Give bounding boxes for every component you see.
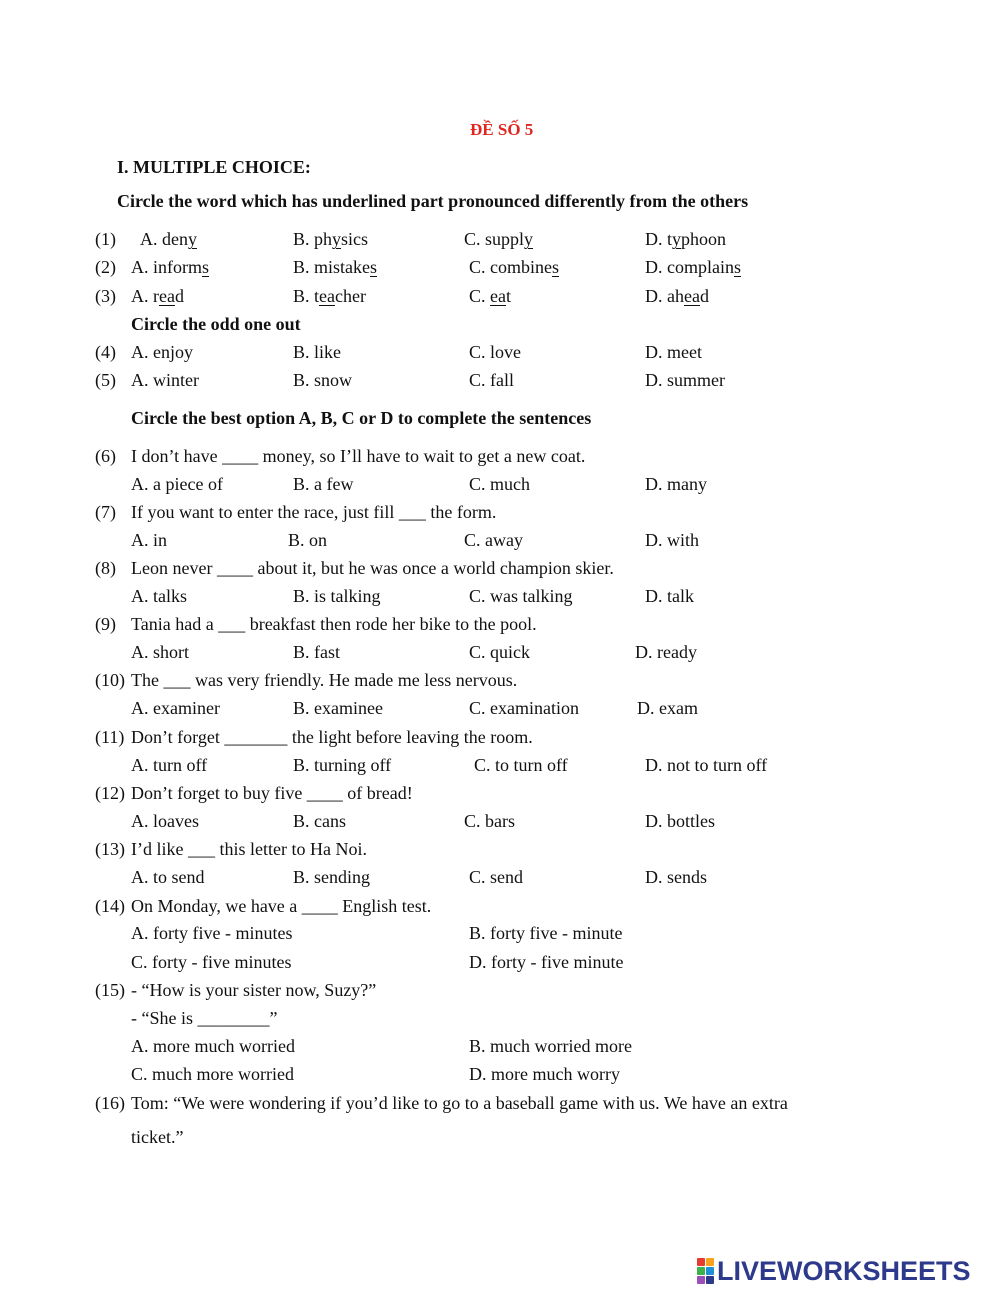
liveworksheets-logo	[697, 1256, 971, 1286]
option-b[interactable]: B. examinee	[293, 698, 383, 718]
underlined-part: y	[672, 229, 681, 249]
option-c[interactable]: C. bars	[464, 811, 515, 831]
question-number: (15)	[95, 980, 125, 1000]
option-c[interactable]: C. forty - five minutes	[131, 952, 292, 972]
option-c[interactable]: C. much	[469, 474, 530, 494]
option-d[interactable]: D. forty - five minute	[469, 952, 624, 972]
logo-text: LIVEWORKSHEETS	[717, 1255, 971, 1286]
question-number: (5)	[95, 370, 116, 390]
option-c[interactable]: C. much more worried	[131, 1064, 294, 1084]
option-text: D. t	[645, 229, 672, 249]
option-a[interactable]: A. a piece of	[131, 474, 223, 494]
section-heading: I. MULTIPLE CHOICE:	[117, 157, 311, 177]
option-d[interactable]: D. sends	[645, 867, 707, 887]
question-text: Tania had a ___ breakfast then rode her bike to the pool.	[131, 614, 537, 634]
option-text: sics	[341, 229, 369, 249]
question-text: I don’t have ____ money, so I’ll have to wait to get a new coat.	[131, 446, 586, 466]
option-a[interactable]: A. in	[131, 530, 167, 550]
option-text: D. complain	[645, 257, 734, 277]
option-b[interactable]	[293, 256, 377, 278]
logo-tile	[706, 1267, 714, 1275]
question-number: (10)	[95, 670, 125, 690]
option-c[interactable]: C. send	[469, 867, 523, 887]
option-c[interactable]: C. was talking	[469, 586, 573, 606]
option-a[interactable]: A. more much worried	[131, 1036, 295, 1056]
underlined-part: s	[733, 257, 741, 277]
option-d[interactable]: D. with	[645, 530, 699, 550]
underlined-part: ea	[319, 286, 335, 306]
option-d[interactable]	[645, 256, 741, 278]
question-text: The ___ was very friendly. He made me less nervous.	[131, 670, 518, 690]
option-d[interactable]: D. talk	[645, 586, 694, 606]
option-a[interactable]: A. enjoy	[131, 342, 193, 362]
option-d[interactable]	[645, 228, 726, 250]
option-a[interactable]: A. examiner	[131, 698, 220, 718]
option-c[interactable]: C. examination	[469, 698, 579, 718]
option-a[interactable]	[131, 256, 209, 278]
question-number: (11)	[95, 727, 125, 747]
question-text: - “How is your sister now, Suzy?”	[131, 980, 377, 1000]
option-c[interactable]: C. to turn off	[474, 755, 568, 775]
question-text: If you want to enter the race, just fill ___ the form.	[131, 502, 497, 522]
option-b[interactable]: B. on	[288, 530, 328, 550]
question-number: (7)	[95, 502, 116, 522]
option-d[interactable]: D. ready	[635, 642, 697, 662]
option-d[interactable]	[645, 285, 709, 307]
option-a[interactable]: A. winter	[131, 370, 199, 390]
question-text: On Monday, we have a ____ English test.	[131, 896, 432, 916]
question-text-line2: - “She is ________”	[131, 1008, 278, 1028]
option-c[interactable]	[469, 256, 559, 278]
option-text: phoon	[681, 229, 726, 249]
logo-tile	[697, 1267, 705, 1275]
option-b[interactable]: B. snow	[293, 370, 353, 390]
option-c[interactable]	[469, 285, 511, 307]
underlined-part: y	[524, 229, 534, 249]
underlined-part: ea	[684, 286, 700, 306]
option-a[interactable]: A. short	[131, 642, 189, 662]
question-text: Tom: “We were wondering if you’d like to go to a baseball game with us. We have an extra	[131, 1093, 788, 1113]
option-a[interactable]	[140, 228, 197, 250]
option-a[interactable]: A. talks	[131, 586, 187, 606]
option-text: d	[699, 286, 709, 306]
page-title: ĐỀ SỐ 5	[470, 120, 534, 139]
option-c[interactable]: C. away	[464, 530, 523, 550]
question-text: Leon never ____ about it, but he was once a world champion skier.	[131, 558, 614, 578]
logo-tile	[697, 1258, 705, 1266]
option-c[interactable]: C. love	[469, 342, 521, 362]
question-number: (6)	[95, 446, 116, 466]
question-number: (4)	[95, 342, 116, 362]
logo-tile	[706, 1276, 714, 1284]
question-text: Don’t forget _______ the light before leaving the room.	[131, 727, 533, 747]
instruction-pronunciation: Circle the word which has underlined part pronounced differently from the others	[117, 191, 749, 211]
option-text: cher	[335, 286, 366, 306]
option-d[interactable]: D. meet	[645, 342, 702, 362]
option-a[interactable]: A. to send	[131, 867, 205, 887]
option-text: C. suppl	[464, 229, 525, 249]
underlined-part: s	[552, 257, 560, 277]
question-number: (9)	[95, 614, 116, 634]
option-a[interactable]: A. forty five - minutes	[131, 923, 293, 943]
instruction-odd-one-out: Circle the odd one out	[131, 314, 301, 334]
question-number: (3)	[95, 286, 116, 306]
option-text: D. ah	[645, 286, 684, 306]
question-number: (16)	[95, 1093, 125, 1113]
question-number: (8)	[95, 558, 116, 578]
option-text: B. mistake	[293, 257, 370, 277]
option-b[interactable]: B. cans	[293, 811, 346, 831]
option-b[interactable]: B. much worried more	[469, 1036, 632, 1056]
option-d[interactable]: D. exam	[637, 698, 698, 718]
option-text: B. t	[293, 286, 320, 306]
option-a[interactable]	[131, 285, 184, 307]
underlined-part: s	[370, 257, 378, 277]
option-c[interactable]	[464, 228, 533, 250]
underlined-part: y	[332, 229, 342, 249]
question-number: (1)	[95, 229, 116, 249]
question-number: (13)	[95, 839, 125, 859]
underlined-part: ea	[159, 286, 175, 306]
option-text: t	[506, 286, 512, 306]
option-b[interactable]: B. fast	[293, 642, 340, 662]
option-text: A. inform	[131, 257, 202, 277]
question-text-line2: ticket.”	[131, 1127, 184, 1147]
logo-icon	[697, 1258, 714, 1284]
option-text: d	[174, 286, 184, 306]
option-b[interactable]: B. forty five - minute	[469, 923, 623, 943]
option-b[interactable]: B. sending	[293, 867, 371, 887]
option-d[interactable]: D. many	[645, 474, 707, 494]
question-number: (12)	[95, 783, 125, 803]
option-text: B. ph	[293, 229, 333, 249]
option-d[interactable]: D. more much worry	[469, 1064, 620, 1084]
option-d[interactable]: D. summer	[645, 370, 725, 390]
underlined-part: s	[202, 257, 210, 277]
option-c[interactable]: C. fall	[469, 370, 514, 390]
option-text: C.	[469, 286, 491, 306]
option-b[interactable]: B. turning off	[293, 755, 392, 775]
option-a[interactable]: A. turn off	[131, 755, 208, 775]
underlined-part: y	[188, 229, 197, 249]
option-text: A. den	[140, 229, 188, 249]
option-b[interactable]	[293, 228, 368, 250]
option-a[interactable]: A. loaves	[131, 811, 199, 831]
option-text: A. r	[131, 286, 159, 306]
question-number: (2)	[95, 257, 116, 277]
instruction-best-option: Circle the best option A, B, C or D to complete the sentences	[131, 408, 592, 428]
question-text: I’d like ___ this letter to Ha Noi.	[131, 839, 367, 859]
option-d[interactable]: D. bottles	[645, 811, 715, 831]
option-text: C. combine	[469, 257, 552, 277]
underlined-part: ea	[490, 286, 506, 306]
option-c[interactable]: C. quick	[469, 642, 530, 662]
option-d[interactable]: D. not to turn off	[645, 755, 768, 775]
option-b[interactable]: B. is talking	[293, 586, 381, 606]
option-b[interactable]: B. a few	[293, 474, 354, 494]
question-text: Don’t forget to buy five ____ of bread!	[131, 783, 413, 803]
option-b[interactable]	[293, 285, 366, 307]
logo-tile	[706, 1258, 714, 1266]
option-b[interactable]: B. like	[293, 342, 341, 362]
question-number: (14)	[95, 896, 125, 916]
logo-tile	[697, 1276, 705, 1284]
